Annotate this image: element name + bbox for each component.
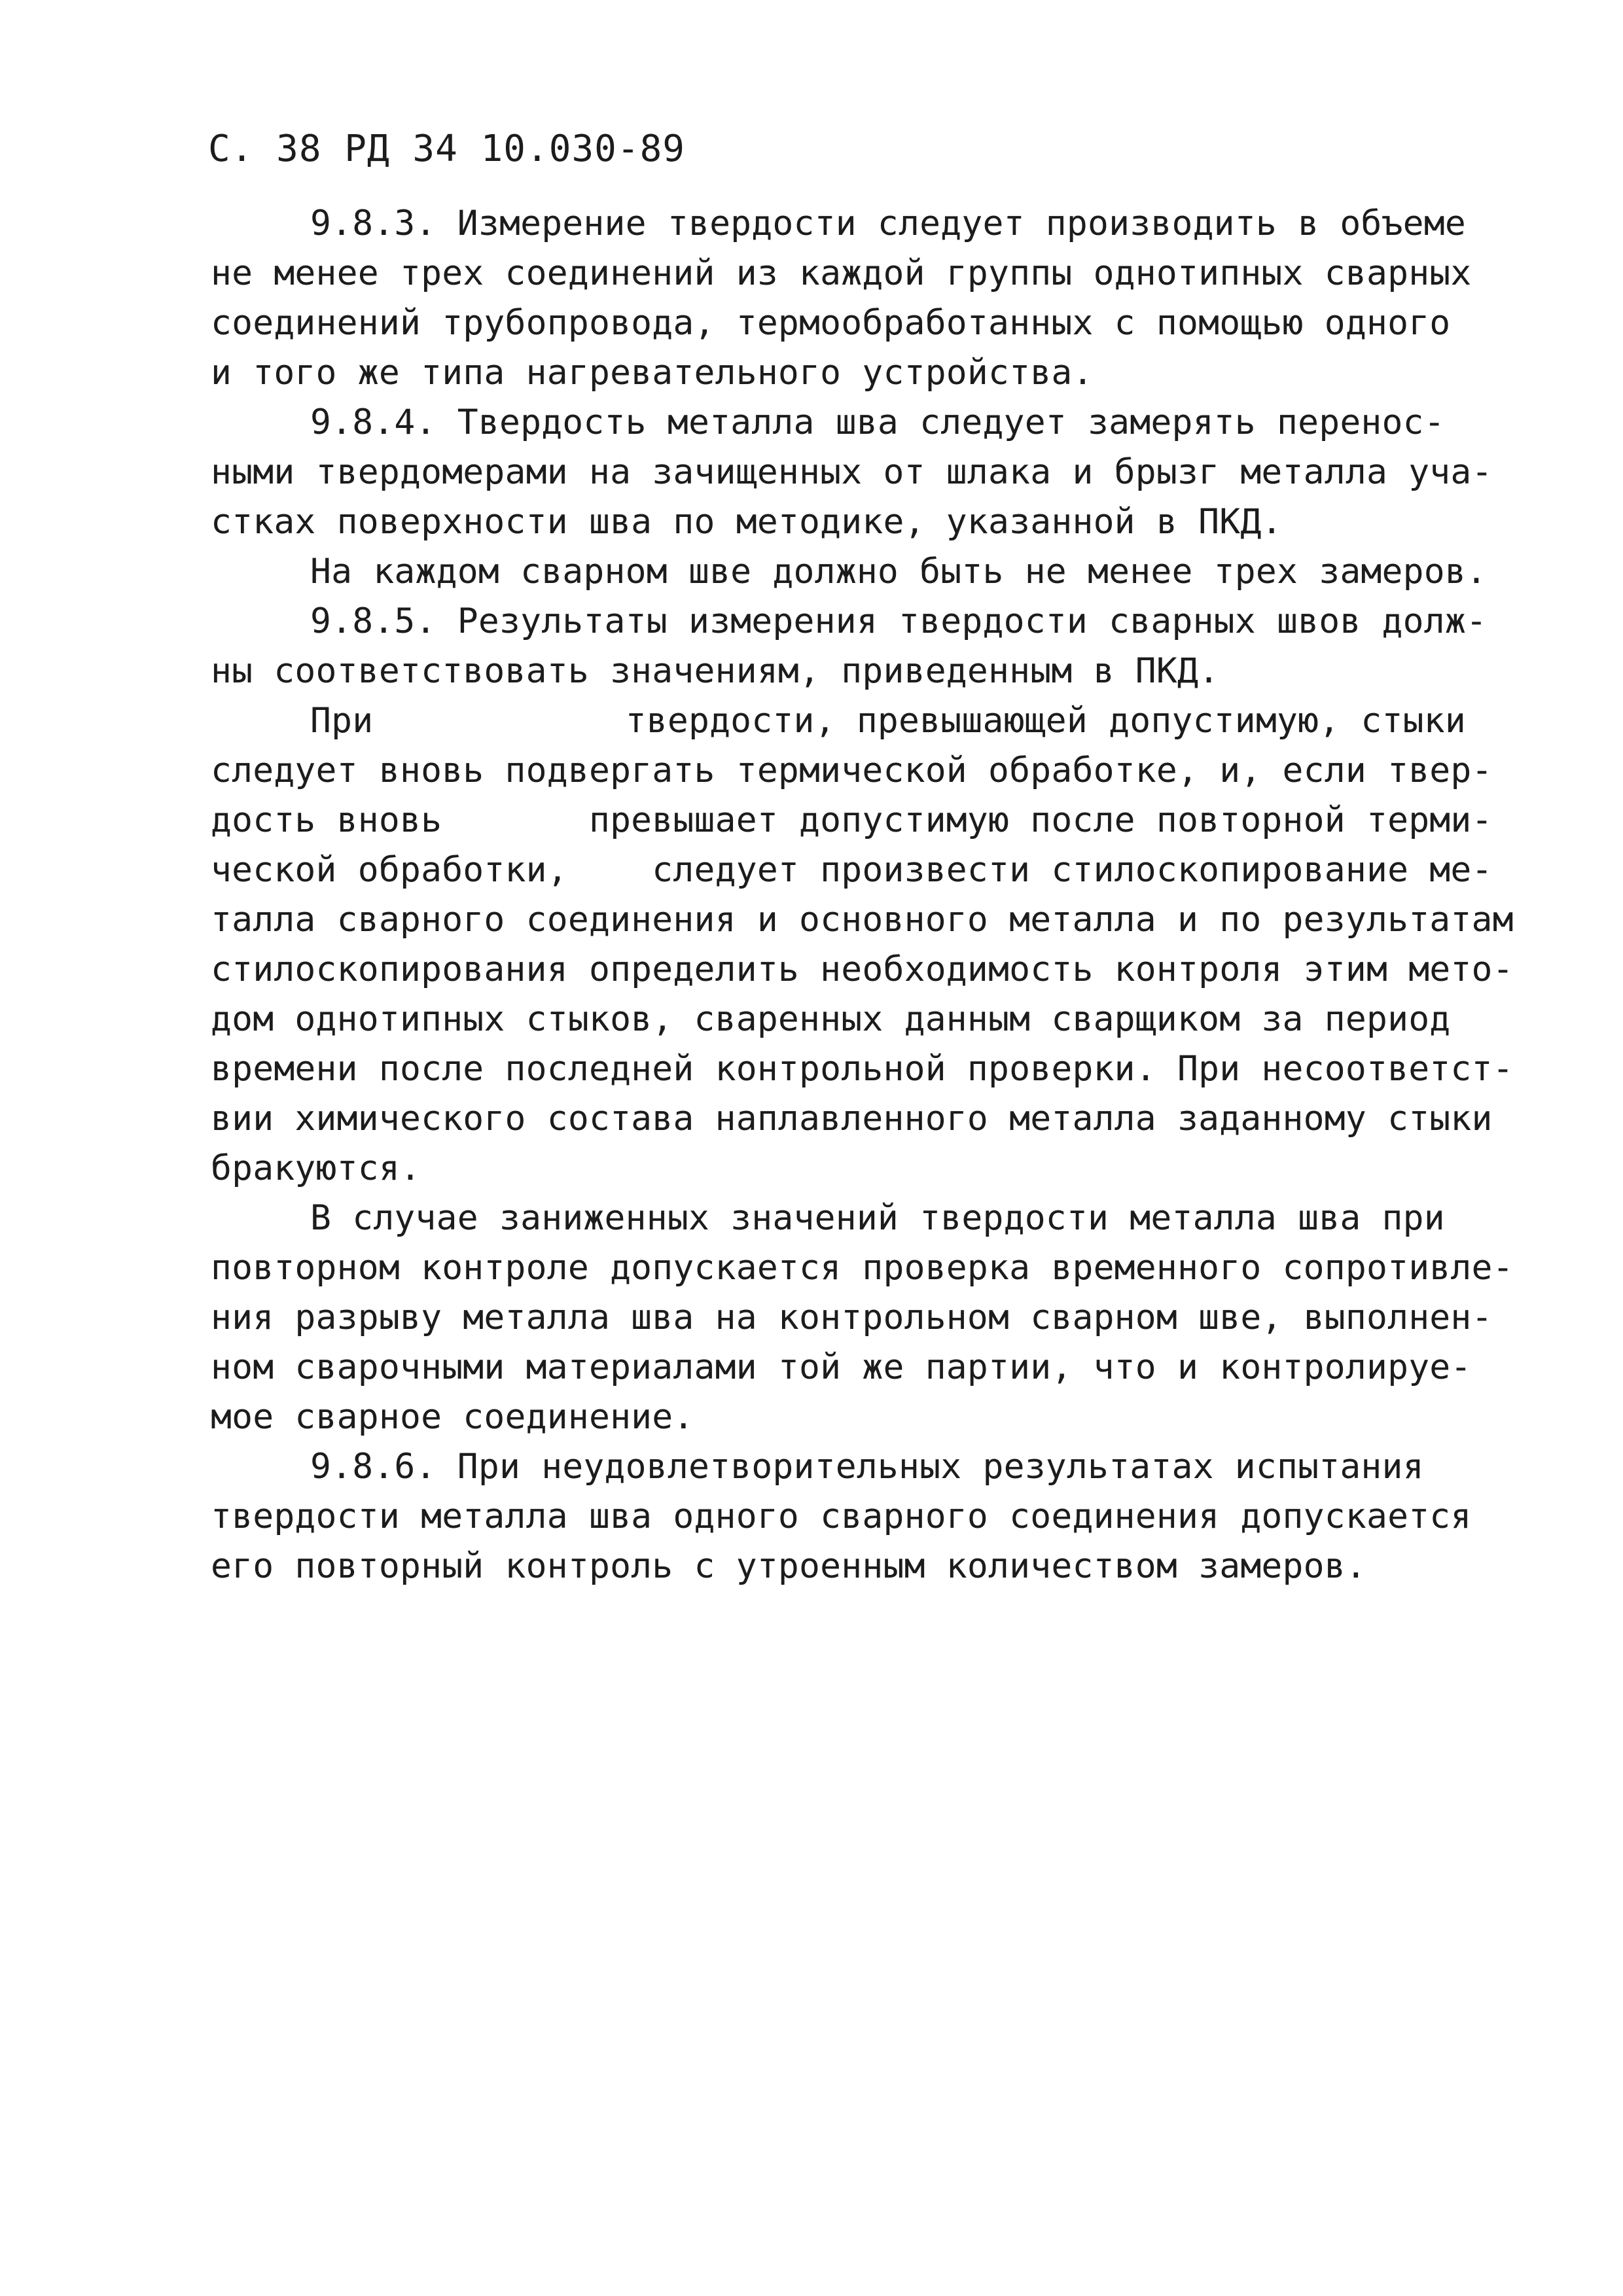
text-line: ния разрыву металла шва на контрольном сварном шве, выполнен- — [211, 1298, 1493, 1337]
text-line: соединений трубопровода, термообработанных с помощью одного — [211, 303, 1451, 343]
text-line: дость вновь превышает допустимую после повторной терми- — [211, 800, 1493, 840]
text-line: следует вновь подвергать термической обработке, и, если твер- — [211, 751, 1493, 790]
text-line: При твердости, превышающей допустимую, стыки — [310, 701, 1466, 741]
text-line: талла сварного соединения и основного металла и по результатам — [211, 900, 1514, 940]
text-line: мое сварное соединение. — [211, 1397, 694, 1437]
text-line: 9.8.5. Результаты измерения твердости сварных швов долж- — [310, 601, 1488, 641]
text-line: и того же типа нагревательного устройства. — [211, 353, 1094, 393]
page-header: С. 38 РД 34 10.030-89 — [208, 128, 686, 170]
text-line: не менее трех соединений из каждой группы однотипных сварных — [211, 253, 1472, 293]
text-line: бракуются. — [211, 1148, 421, 1188]
text-line: вии химического состава наплавленного металла заданному стыки — [211, 1099, 1493, 1139]
text-line: его повторный контроль с утроенным количеством замеров. — [211, 1546, 1366, 1586]
text-line: повторном контроле допускается проверка временного сопротивле- — [211, 1248, 1514, 1288]
text-line: ном сварочными материалами той же партии, что и контролируе- — [211, 1347, 1472, 1387]
text-line: 9.8.3. Измерение твердости следует производить в объеме — [310, 203, 1466, 243]
text-line: ными твердомерами на зачищенных от шлака и брызг металла уча- — [211, 452, 1493, 492]
text-line: ны соответствовать значениям, приведенным в ПКД. — [211, 651, 1220, 691]
text-line: 9.8.6. При неудовлетворительных результатах испытания — [310, 1447, 1424, 1487]
text-line: На каждом сварном шве должно быть не менее трех замеров. — [310, 552, 1488, 592]
text-line: ческой обработки, следует произвести стилоскопирование ме- — [211, 850, 1493, 890]
text-line: дом однотипных стыков, сваренных данным сварщиком за период — [211, 999, 1451, 1039]
text-line: времени после последней контрольной проверки. При несоответст- — [211, 1049, 1514, 1089]
text-line: 9.8.4. Твердость металла шва следует замерять перенос- — [310, 402, 1445, 442]
text-line: твердости металла шва одного сварного соединения допускается — [211, 1496, 1472, 1536]
text-line: стилоскопирования определить необходимость контроля этим мето- — [211, 949, 1514, 989]
text-line: стках поверхности шва по методике, указанной в ПКД. — [211, 502, 1283, 542]
text-line: В случае заниженных значений твердости металла шва при — [310, 1198, 1445, 1238]
